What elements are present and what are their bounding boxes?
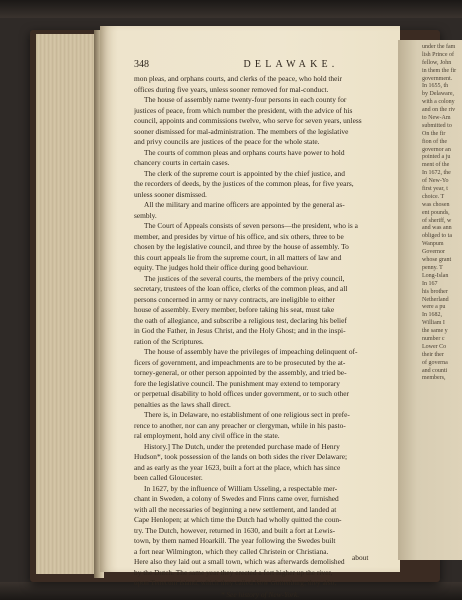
facing-page-line: were a pu [422,304,446,311]
text-line: town, by them named Hoarkill. The year following the Swedes built [134,536,336,545]
text-line: sembly. [134,210,157,220]
text-line: There is, in Delaware, no establishment of one religious sect in prefe- [144,410,350,419]
page-edges [36,34,95,574]
text-line: rence to another, nor can any preacher or clergyman, while in his pasto- [134,420,346,430]
text-line: try. The Dutch, however, returned in 1630, and built a fort at Lewis- [134,525,336,535]
facing-page-text [422,44,462,383]
facing-page-line: fion of the [422,138,447,145]
text-line: the recorders of deeds, by the justices of the common pleas, for five years, [134,179,354,188]
facing-page-line: Long-Islan [422,272,449,279]
text-line: by the Dutch. The same year they erected a fort higher up the river, [134,567,333,577]
facing-page-line: with a colony [422,99,455,106]
facing-page-line: lish Prince of [422,51,454,58]
facing-page-line: was chosen [422,201,450,208]
text-line: upon Tenecum island, which they called New Gottenburg; they also, [134,578,337,587]
text-line: this court appeals lie from the supreme court, in all matters of law and [134,252,342,262]
text-line: council, appoints and commissions twelve, who serve for seven years, unless [134,116,362,125]
text-line: the oath of allegiance, and subscribe a religious test, declaring his belief [134,315,347,325]
facing-page-line: whose grant [422,257,452,264]
catchword: about [352,553,369,562]
facing-page-line: penny. T [422,264,443,271]
body-text [134,74,386,600]
text-line: justices of peace, from which number the president, with the advice of his [134,105,353,115]
text-line: chosen by the legislative council, and three by the house of assembly. To [134,242,349,251]
text-line: mon pleas, and orphans courts, and clerks of the peace, who hold their [134,74,342,83]
facing-page-line: Lower Co [422,343,447,350]
text-line: Hudson*, took possession of the lands on both sides the river Delaware; [134,452,348,461]
text-line: ficers of government, and impeachments are to be prosecuted by the at- [134,357,346,367]
facing-page-line: ent pounds, [422,209,450,216]
text-line: chant in Sweden, a colony of Swedes and Finns came over, furnished [134,494,339,503]
text-line: ration of the Scriptures. [134,336,204,346]
text-line: History.] The Dutch, under the pretended purchase made of Henry [144,441,340,451]
text-line: In 1627, by the influence of William Usseling, a respectable mer- [144,483,338,493]
facing-page-line: number c [422,335,445,342]
text-line: offices during five years, unless sooner removed for mal-conduct. [134,84,329,94]
facing-page-line: obliged to ta [422,233,452,240]
facing-page-line: Netherland [422,296,449,303]
facing-page-line: and was ann [422,225,452,232]
text-line: ral employment, hold any civil office in the state. [134,431,280,440]
facing-page-line: in them the fir [422,67,457,74]
footnote: * See history of New-York. [220,589,300,599]
text-line: The justices of the several courts, the members of the privy council, [144,273,345,283]
text-line: been called Gloucester. [134,473,203,482]
text-line: a fort near Wilmington, which they called Christein or Christiana. [134,546,329,556]
text-line: with all the necessaries of beginning a new settlement, and landed at [134,504,337,514]
facing-page-line: under the fam [422,44,456,50]
facing-page [398,40,462,560]
facing-page-line: the same y [422,328,448,335]
running-head: DELAWAKE. [243,59,339,70]
facing-page-line: of sheriff, w [422,217,452,224]
text-line: The house of assembly name twenty-four persons in each county for [144,95,347,104]
text-line: member, and presides by virtue of his office, and six others, three to be [134,231,344,241]
text-line: penalties as the laws shall direct. [134,399,231,409]
facing-page-line: and counti [422,367,448,374]
facing-page-line: In 1682, [422,312,442,319]
facing-page-line: submitted to [422,122,452,129]
facing-page-line: governor an [422,146,451,153]
text-line: Here also they laid out a small town, which was afterwards demolished [134,557,345,566]
facing-page-line: first year, t [422,186,448,193]
facing-page-line: Governor [422,249,445,256]
text-line: The courts of common pleas and orphans courts have power to hold [144,147,345,157]
facing-page-line: government. [422,75,453,82]
facing-page-line: by Delaware, [422,91,454,98]
text-line: persons concerned in army or navy contracts, are ineligible to either [134,294,335,304]
backdrop-top [0,0,462,18]
facing-page-line: In 1655, th [422,83,449,90]
facing-page-line: to New-Am [422,115,451,122]
facing-page-line: of New-Yo [422,178,449,185]
text-line: unless sooner dismissed. [134,189,207,199]
text-line: torney-general, or other person appointed by the assembly, and tried be- [134,368,347,377]
text-line: or perpetual disability to hold offices under government, or to such other [134,389,349,398]
facing-page-line: ment of the [422,162,450,169]
facing-page-line: William I [422,320,445,327]
facing-page-line: his brother [422,288,448,295]
text-line: The Court of Appeals consists of seven persons—the president, who is a [144,221,358,230]
facing-page-line: pointed a ju [422,154,451,161]
facing-page-line: On the fir [422,130,446,137]
facing-page-line: of governa [422,359,448,366]
text-line: All the military and marine officers are appointed by the general as- [144,200,345,209]
facing-page-line: In 1672, the [422,170,451,177]
text-line: equity. The judges hold their office during good behaviour. [134,263,309,272]
text-line: secretary, trustees of the loan office, clerks of the common pleas, and all [134,284,348,293]
text-line: and privy councils are justices of the peace for the whole state. [134,137,320,146]
text-line: The house of assembly have the privileges of impeaching delinquent of- [144,347,358,356]
page-number: 348 [134,59,149,70]
page-header [134,59,386,73]
facing-page-line: and on the riv [422,107,456,114]
facing-page-line: their ther [422,351,444,358]
text-line: The clerk of the supreme court is appointed by the chief justice, and [144,168,345,178]
facing-page-line: In 167 [422,280,438,287]
facing-page-line: fellow, John [422,59,452,66]
text-line: Cape Henlopen; at which time the Dutch had wholly quitted the coun- [134,515,342,524]
text-line: sooner dismissed for mal-administration. The members of the legislative [134,126,349,136]
text-line: in God the Father, in Jesus Christ, and the Holy Ghost; and in the inspi- [134,326,346,335]
facing-page-line: members, [422,375,446,382]
text-line: house of assembly. Every member, before taking his seat, must take [134,305,335,314]
facing-page-line: Wanpum [422,241,444,248]
text-line: and as early as the year 1623, built a fort at the place, which has since [134,462,341,472]
facing-page-line: choice. T [422,193,445,200]
text-line: fore the legislative council. The punishment may extend to temporary [134,378,340,388]
text-line: chancery courts in certain cases. [134,158,230,167]
